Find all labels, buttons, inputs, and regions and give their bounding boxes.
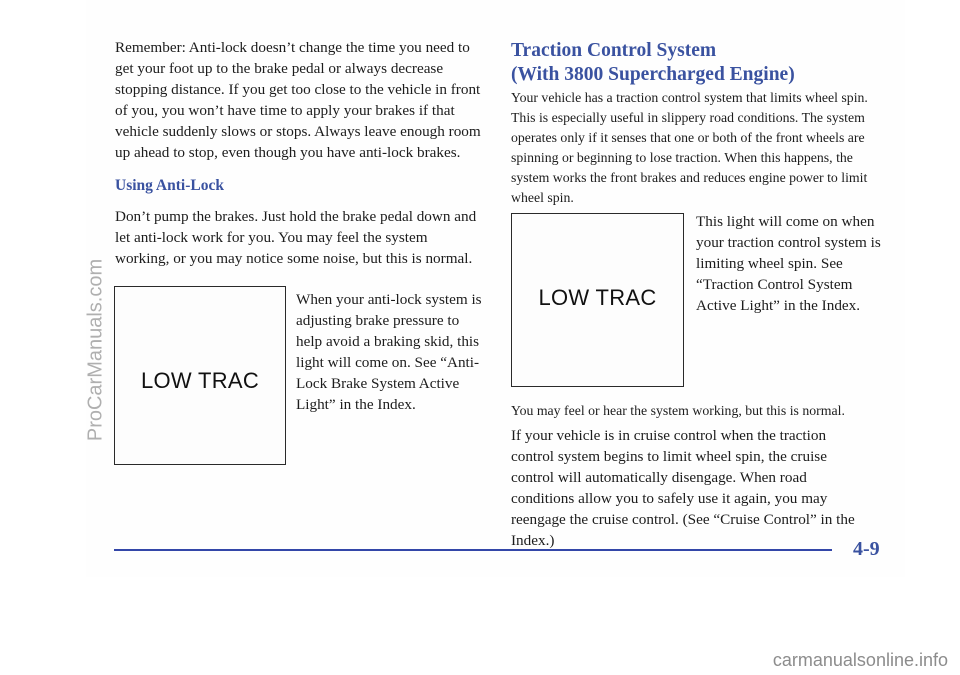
side-watermark: ProCarManuals.com: [84, 258, 107, 442]
left-intro-paragraph: Remember: Anti-lock doesn’t change the time you need to get your foot up to the brake pedal or always decrease stopping distance. If you get too close to the vehicle in front of you, you won’t have time to apply your brakes if that vehicle suddenly slows or stops. Always leave enough room up ahead to stop, even though you have anti-lock brakes.: [115, 39, 481, 161]
left-indicator-label: LOW TRAC: [140, 367, 260, 393]
bottom-watermark: carmanualsonline.info: [772, 650, 948, 670]
system-normal-paragraph: You may feel or hear the system working, but this is normal.: [511, 403, 845, 418]
title-line-2: (With 3800 Supercharged Engine): [511, 64, 795, 85]
left-indicator-caption: When your anti-lock system is adjusting brake pressure to help avoid a braking skid, this light will come on. See “Anti-Lock Brake System Active Light” in the Index.: [296, 291, 482, 413]
left-indicator-light-box: [114, 286, 286, 465]
left-pump-brakes-paragraph: Don’t pump the brakes. Just hold the brake pedal down and let anti-lock work for you. You may feel the system working, or you may notice some noise, but this is normal.: [115, 208, 477, 267]
footer-rule: [114, 549, 832, 551]
cruise-control-paragraph: If your vehicle is in cruise control when the traction control system begins to limit wheel spin, the cruise control will automatically disengage. When road conditions allow you to safely use it again, you may reengage the cruise control. (See “Cruise Control” in the Index.): [511, 427, 855, 549]
right-indicator-light-box: [511, 213, 684, 387]
page-number: 4-9: [853, 538, 880, 560]
right-indicator-label: LOW TRAC: [538, 285, 657, 310]
traction-intro-paragraph: Your vehicle has a traction control system that limits wheel spin. This is especially useful in slippery road conditions. The system operates only if it senses that one or both of the front wheels are spinning or beginning to lose traction. When this happens, the system works the front brakes and reduces engine power to limit wheel spin.: [511, 90, 868, 205]
right-indicator-caption: This light will come on when your traction control system is limiting wheel spin. See “Traction Control System Active Light” in the Index.: [696, 213, 881, 314]
using-anti-lock-heading: Using Anti-Lock: [115, 177, 224, 194]
traction-control-title: [511, 39, 795, 87]
title-line-1: Traction Control System: [511, 40, 717, 61]
